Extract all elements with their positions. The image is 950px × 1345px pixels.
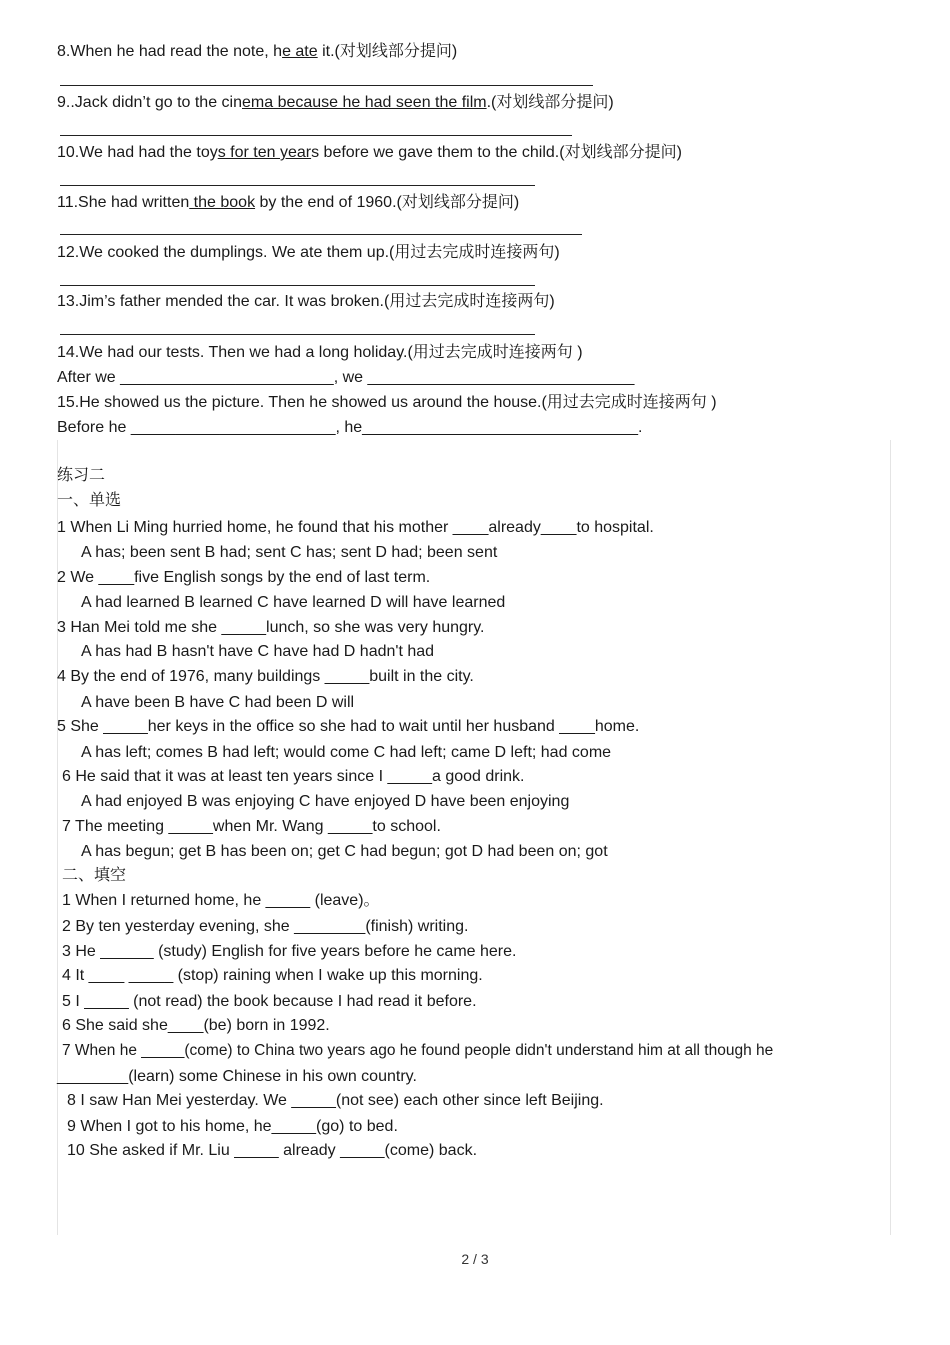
fill-question: 8 I saw Han Mei yesterday. We _____(not see) each other since left Beijing. — [67, 1092, 604, 1109]
mc-question: 4 By the end of 1976, many buildings _____built in the city. — [57, 668, 474, 685]
mc-options: A had learned B learned C have learned D will have learned — [81, 594, 506, 611]
fill-question: 4 It ____ _____ (stop) raining when I wake up this morning. — [62, 967, 483, 984]
mc-options: A have been B have C had been D will — [81, 694, 355, 711]
mc-options: A has had B hasn't have C have had D hadn't had — [81, 643, 435, 660]
mc-options: A has; been sent B had; sent C has; sent D had; been sent — [81, 544, 498, 561]
fill-question-continued: ________(learn) some Chinese in his own country. — [57, 1068, 417, 1085]
question-12: 12.We cooked the dumplings. We ate them up.(用过去完成时连接两句) — [57, 244, 560, 261]
mc-question: 5 She _____her keys in the office so she had to wait until her husband ____home. — [57, 718, 640, 735]
question-15: 15.He showed us the picture. Then he showed us around the house.(用过去完成时连接两句 ) — [57, 394, 717, 411]
section-heading-fill-in: 二、填空 — [62, 867, 127, 884]
question-15-fill: Before he _______________________, he_______________________________. — [57, 419, 643, 436]
question-13: 13.Jim’s father mended the car. It was broken.(用过去完成时连接两句) — [57, 293, 555, 310]
mc-question: 7 The meeting _____when Mr. Wang _____to school. — [62, 818, 441, 835]
mc-options: A has begun; get B has been on; get C had begun; got D had been on; got — [81, 843, 608, 860]
question-14-fill: After we ________________________, we ______________________________ — [57, 369, 635, 386]
page-border-left — [57, 440, 58, 1235]
fill-question: 2 By ten yesterday evening, she ________(finish) writing. — [62, 918, 469, 935]
answer-line — [60, 135, 572, 136]
mc-options: A had enjoyed B was enjoying C have enjoyed D have been enjoying — [81, 793, 570, 810]
answer-line — [60, 234, 582, 235]
fill-question: 10 She asked if Mr. Liu _____ already _____(come) back. — [67, 1142, 478, 1159]
question-11: 11.She had written the book by the end of 1960.(对划线部分提问) — [57, 194, 520, 211]
fill-question: 7 When he _____(come) to China two years ago he found people didn't understand him at all though he — [62, 1042, 774, 1059]
fill-question: 5 I _____ (not read) the book because I had read it before. — [62, 993, 477, 1010]
question-10: 10.We had had the toys for ten years before we gave them to the child.(对划线部分提问) — [57, 144, 682, 161]
fill-question: 1 When I returned home, he _____ (leave)。 — [62, 892, 380, 909]
question-9: 9..Jack didn’t go to the cinema because he had seen the film.(对划线部分提问) — [57, 94, 614, 111]
mc-options: A has left; comes B had left; would come C had left; came D left; had come — [81, 744, 612, 761]
fill-question: 6 She said she____(be) born in 1992. — [62, 1017, 330, 1034]
fill-question: 3 He ______ (study) English for five years before he came here. — [62, 943, 517, 960]
mc-question: 2 We ____five English songs by the end of last term. — [57, 569, 431, 586]
section-title: 练习二 — [57, 467, 106, 484]
mc-question: 3 Han Mei told me she _____lunch, so she was very hungry. — [57, 619, 485, 636]
answer-line — [60, 185, 535, 186]
page-number: 2 / 3 — [461, 1251, 489, 1267]
fill-question: 9 When I got to his home, he_____(go) to bed. — [67, 1118, 398, 1135]
mc-question: 1 When Li Ming hurried home, he found that his mother ____already____to hospital. — [57, 519, 654, 536]
answer-line — [60, 85, 593, 86]
answer-line — [60, 285, 535, 286]
mc-question: 6 He said that it was at least ten years since I _____a good drink. — [62, 768, 525, 785]
section-heading-single-choice: 一、单选 — [57, 492, 122, 509]
answer-line — [60, 334, 535, 335]
question-8: 8.When he had read the note, he ate it.(对划线部分提问) — [57, 43, 458, 60]
page-border-right — [890, 440, 891, 1235]
question-14: 14.We had our tests. Then we had a long holiday.(用过去完成时连接两句 ) — [57, 344, 583, 361]
